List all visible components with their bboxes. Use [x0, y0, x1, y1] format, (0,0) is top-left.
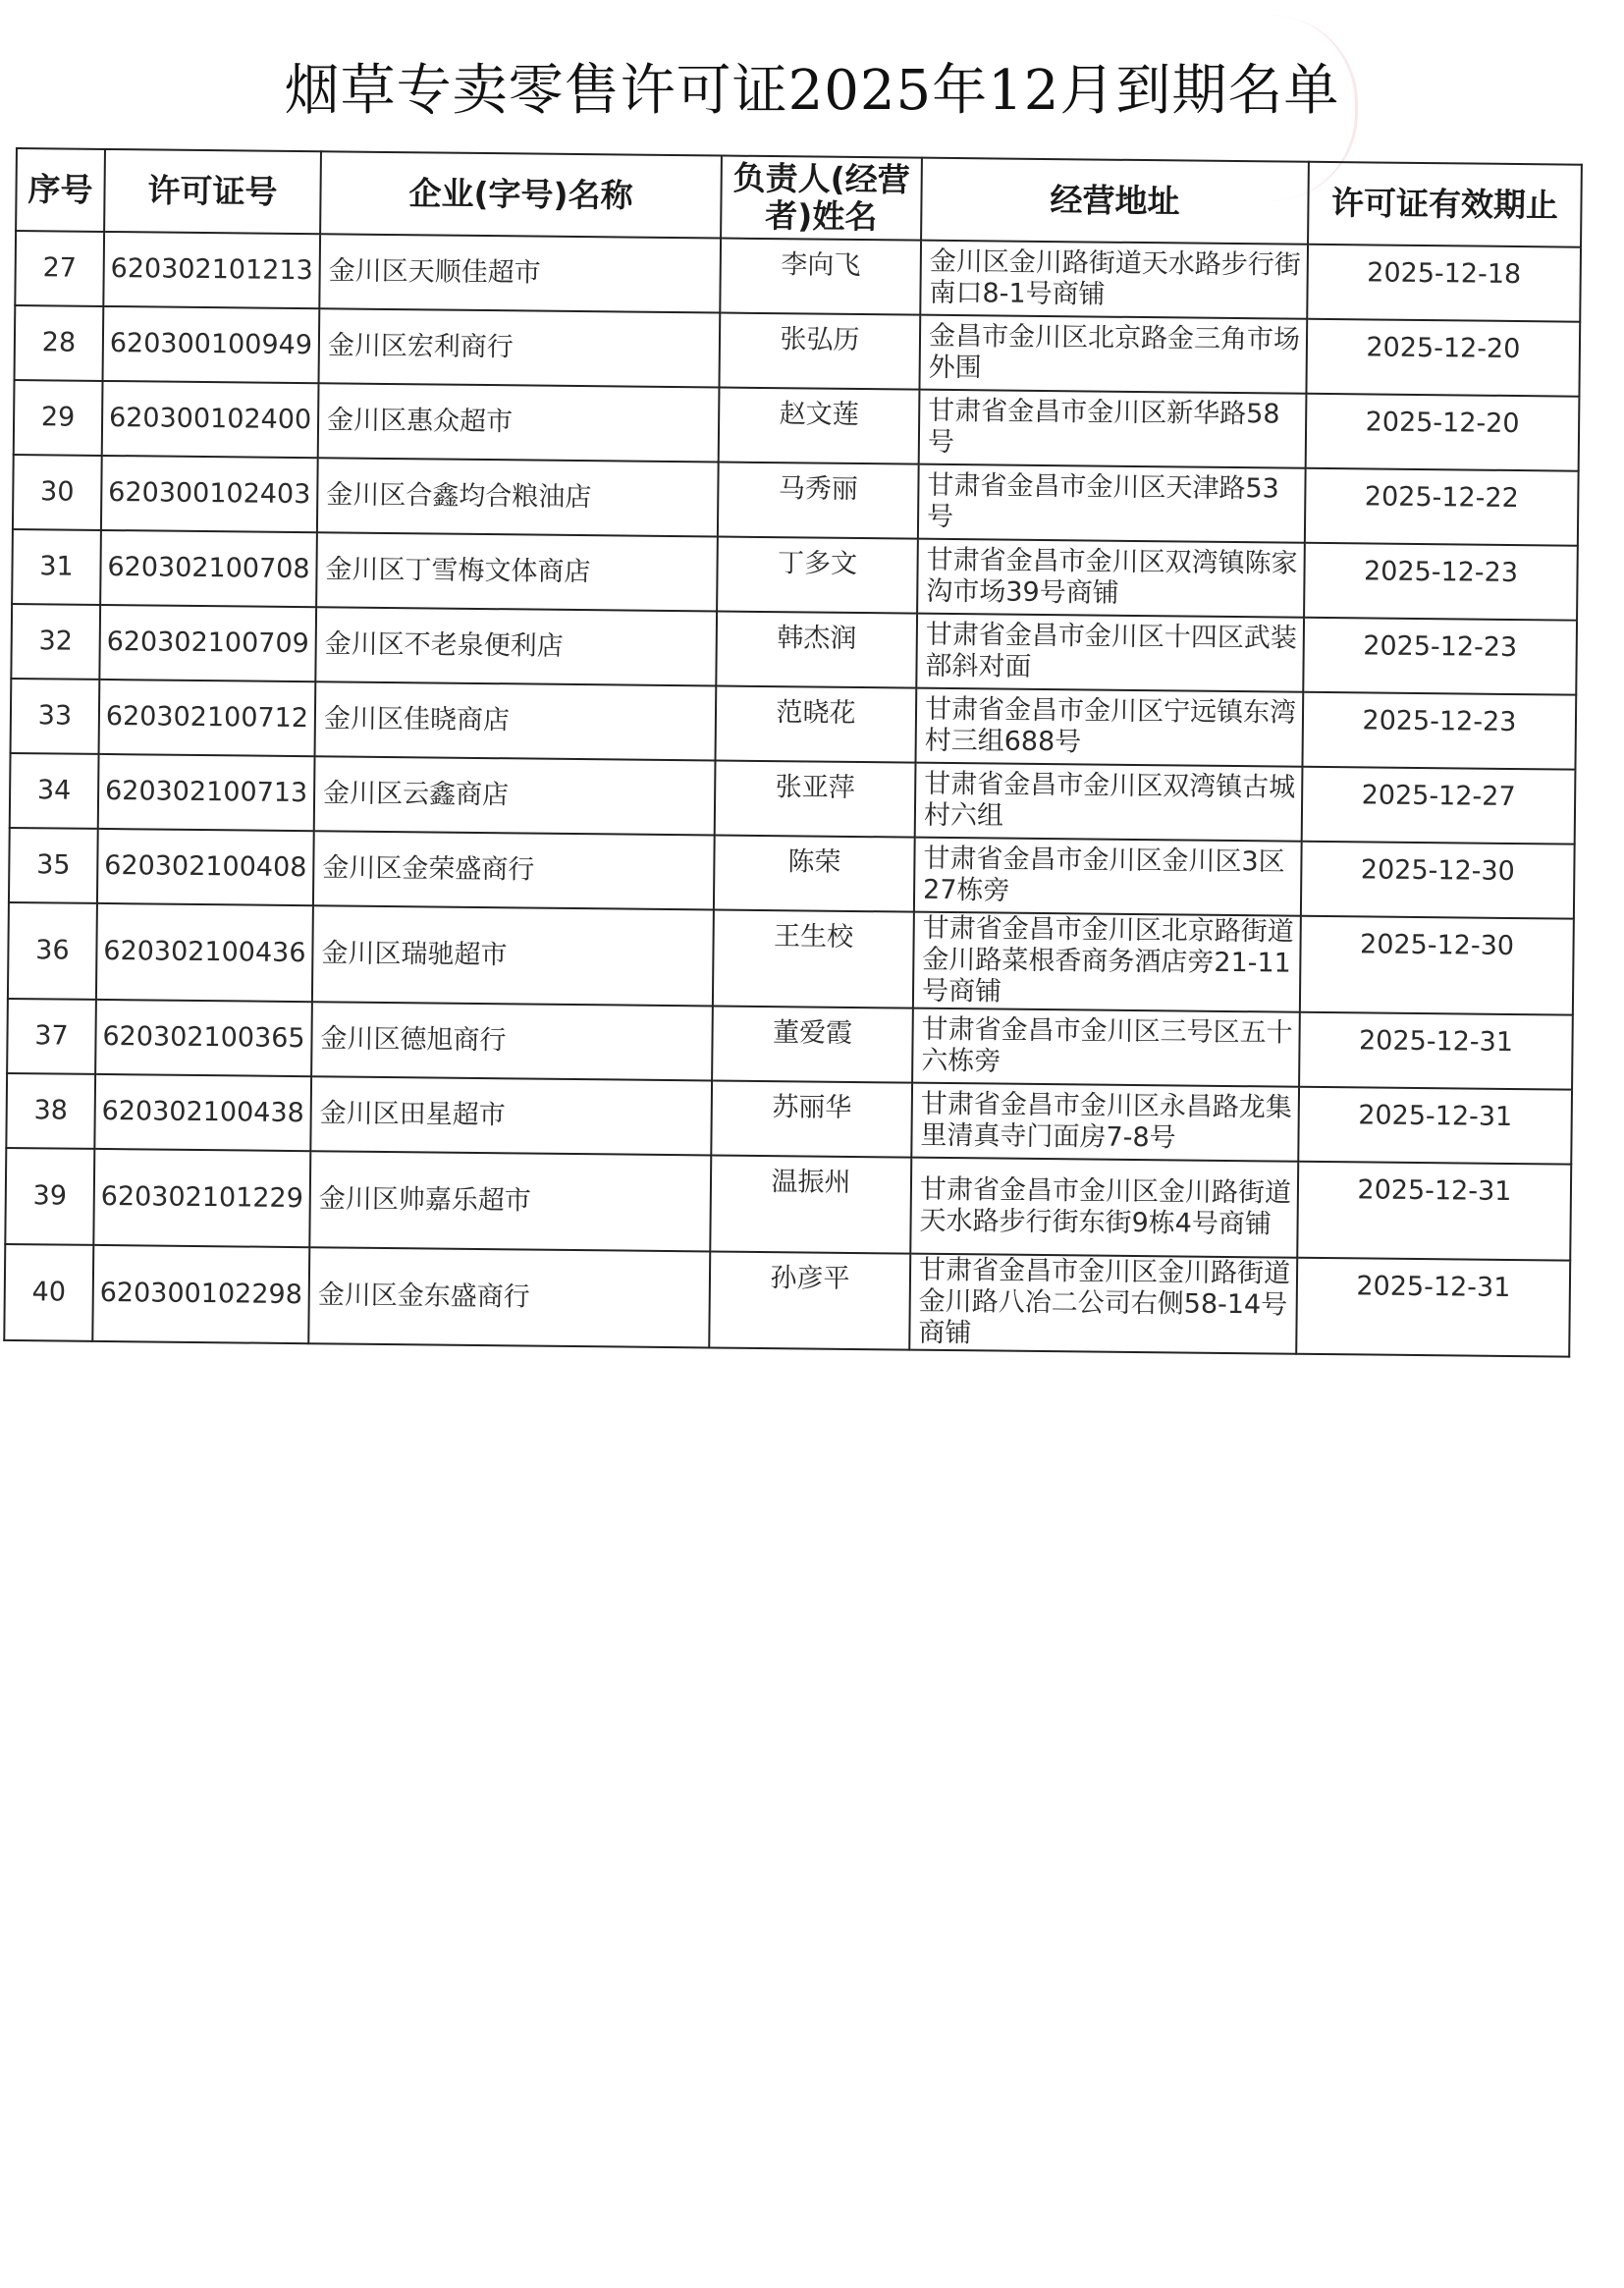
business-address-cell: 甘肃省金昌市金川区北京路街道金川路菜根香商务酒店旁21-11号商铺 [913, 912, 1301, 1012]
business-address-cell: 甘肃省金昌市金川区宁远镇东湾村三组688号 [915, 688, 1303, 767]
serial-cell: 40 [4, 1244, 93, 1341]
business-address-cell: 金川区金川路街道天水路步行街南口8-1号商铺 [920, 241, 1308, 319]
license-no-cell: 620300102298 [92, 1245, 309, 1343]
serial-cell: 29 [14, 380, 103, 456]
license-no-cell: 620300100949 [103, 306, 320, 383]
table-row [4, 1244, 1570, 1357]
responsible-person-cell: 赵文莲 [719, 388, 920, 464]
expiry-date-cell: 2025-12-18 [1307, 245, 1581, 322]
responsible-person-cell: 马秀丽 [718, 463, 919, 539]
expiry-date-cell: 2025-12-31 [1296, 1258, 1570, 1357]
business-address-cell: 甘肃省金昌市金川区双湾镇陈家沟市场39号商铺 [917, 539, 1305, 618]
serial-cell: 32 [11, 604, 100, 680]
license-no-cell: 620302100709 [99, 605, 316, 681]
responsible-person-cell: 陈荣 [714, 835, 915, 911]
business-address-cell: 甘肃省金昌市金川区金川路街道金川路八冶二公司右侧58-14号商铺 [909, 1254, 1297, 1354]
expiry-date-cell: 2025-12-22 [1305, 468, 1579, 546]
license-no-cell: 620302100708 [100, 530, 317, 607]
serial-cell: 33 [11, 679, 100, 754]
license-no-cell: 620302101229 [93, 1149, 310, 1247]
expiry-date-cell: 2025-12-23 [1304, 543, 1578, 621]
license-no-cell: 620302100712 [99, 680, 316, 756]
license-no-cell: 620302100713 [98, 754, 315, 831]
header-responsible-person: 负责人(经营者)姓名 [721, 156, 922, 241]
expiry-date-cell: 2025-12-23 [1302, 692, 1576, 770]
table-row [8, 902, 1574, 1015]
enterprise-name-cell: 金川区瑞驰超市 [312, 905, 714, 1006]
expiry-date-cell: 2025-12-27 [1302, 767, 1576, 844]
business-address-cell: 金昌市金川区北京路金三角市场外围 [919, 315, 1307, 394]
header-enterprise-name: 企业(字号)名称 [320, 151, 722, 238]
serial-cell: 30 [13, 455, 102, 530]
license-no-cell: 620300102400 [102, 381, 319, 458]
serial-cell: 27 [15, 231, 104, 306]
responsible-person-cell: 王生校 [713, 909, 914, 1008]
serial-cell: 36 [8, 902, 97, 1000]
responsible-person-cell: 丁多文 [717, 537, 918, 614]
expiry-date-cell: 2025-12-20 [1306, 394, 1580, 471]
serial-cell: 34 [10, 753, 99, 829]
enterprise-name-cell: 金川区丁雪梅文体商店 [316, 532, 718, 611]
enterprise-name-cell: 金川区云鑫商店 [314, 756, 716, 835]
business-address-cell: 甘肃省金昌市金川区十四区武装部斜对面 [916, 614, 1304, 692]
responsible-person-cell: 孙彦平 [709, 1251, 910, 1349]
business-address-cell: 甘肃省金昌市金川区三号区五十六栋旁 [912, 1008, 1300, 1087]
responsible-person-cell: 张亚萍 [715, 760, 916, 837]
expiry-date-cell: 2025-12-31 [1298, 1087, 1572, 1165]
expiry-date-cell: 2025-12-30 [1301, 842, 1575, 919]
license-no-cell: 620302100365 [95, 1000, 312, 1076]
serial-cell: 39 [5, 1148, 94, 1245]
table-body [4, 231, 1581, 1357]
header-license-no: 许可证号 [104, 149, 321, 234]
header-expiry-date: 许可证有效期止 [1308, 162, 1582, 247]
responsible-person-cell: 苏丽华 [711, 1080, 912, 1157]
license-no-cell: 620300102403 [101, 456, 318, 532]
expiry-date-cell: 2025-12-31 [1297, 1162, 1571, 1261]
responsible-person-cell: 温振州 [710, 1155, 911, 1253]
serial-cell: 31 [12, 529, 101, 605]
enterprise-name-cell: 金川区金东盛商行 [308, 1247, 710, 1347]
license-no-cell: 620302100436 [96, 903, 313, 1002]
expiry-date-cell: 2025-12-23 [1303, 618, 1577, 695]
business-address-cell: 甘肃省金昌市金川区金川区3区27栋旁 [914, 838, 1302, 916]
responsible-person-cell: 李向飞 [720, 239, 921, 315]
business-address-cell: 甘肃省金昌市金川区金川路街道天水路步行街东街9栋4号商铺 [910, 1158, 1298, 1258]
enterprise-name-cell: 金川区帅嘉乐超市 [309, 1151, 711, 1251]
business-address-cell: 甘肃省金昌市金川区永昌路龙集里清真寺门面房7-8号 [911, 1083, 1299, 1162]
business-address-cell: 甘肃省金昌市金川区天津路53号 [918, 464, 1306, 543]
expiry-date-cell: 2025-12-30 [1300, 916, 1574, 1015]
enterprise-name-cell: 金川区合鑫均合粮油店 [317, 458, 719, 536]
header-business-address: 经营地址 [921, 158, 1309, 245]
serial-cell: 37 [7, 999, 96, 1074]
serial-cell: 35 [9, 828, 98, 903]
serial-cell: 38 [6, 1073, 95, 1149]
expiry-date-cell: 2025-12-31 [1299, 1012, 1573, 1090]
license-no-cell: 620302100438 [94, 1074, 311, 1151]
enterprise-name-cell: 金川区不老泉便利店 [315, 607, 717, 685]
enterprise-name-cell: 金川区惠众超市 [318, 383, 720, 462]
enterprise-name-cell: 金川区天顺佳超市 [319, 234, 721, 312]
license-expiry-table [3, 147, 1583, 1358]
enterprise-name-cell: 金川区宏利商行 [319, 308, 721, 387]
responsible-person-cell: 韩杰润 [716, 612, 917, 688]
table-row [5, 1148, 1571, 1261]
responsible-person-cell: 董爱霞 [712, 1006, 913, 1082]
license-no-cell: 620302101213 [103, 232, 320, 308]
responsible-person-cell: 张弘历 [719, 313, 920, 390]
enterprise-name-cell: 金川区金荣盛商行 [313, 831, 715, 909]
enterprise-name-cell: 金川区德旭商行 [311, 1002, 713, 1080]
enterprise-name-cell: 金川区佳晓商店 [315, 681, 717, 760]
enterprise-name-cell: 金川区田星超市 [310, 1076, 712, 1155]
responsible-person-cell: 范晓花 [715, 685, 916, 762]
document-title: 烟草专卖零售许可证2025年12月到期名单 [284, 59, 1340, 123]
serial-cell: 28 [15, 305, 104, 381]
business-address-cell: 甘肃省金昌市金川区新华路58号 [919, 390, 1307, 468]
license-no-cell: 620302100408 [97, 829, 314, 905]
expiry-date-cell: 2025-12-20 [1306, 319, 1580, 397]
header-serial: 序号 [16, 148, 105, 232]
business-address-cell: 甘肃省金昌市金川区双湾镇古城村六组 [915, 763, 1303, 842]
